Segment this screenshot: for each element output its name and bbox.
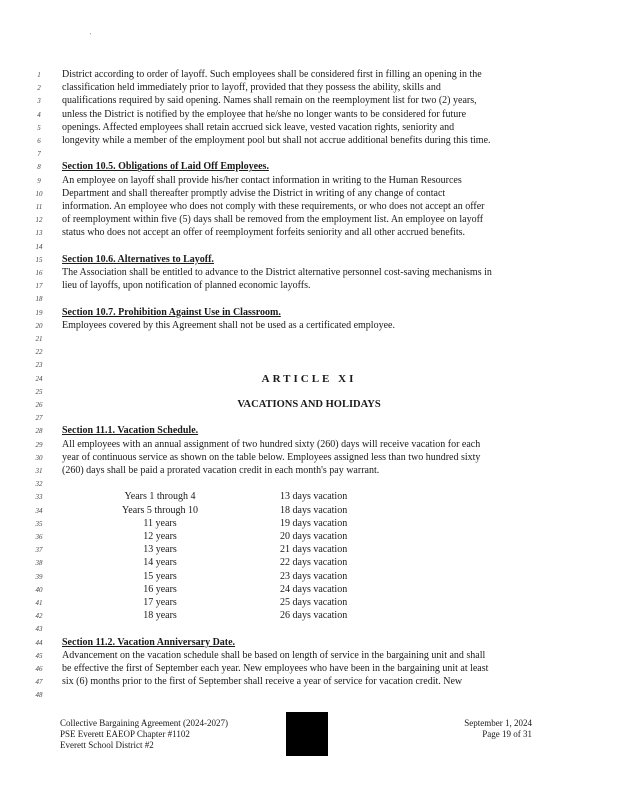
line-number: 33 [35, 493, 43, 502]
document-line [0, 504, 618, 518]
document-line [0, 174, 618, 188]
vacation-days: 23 days vacation [280, 570, 348, 582]
document-line [0, 240, 618, 254]
document-line [0, 451, 618, 465]
footer-left [60, 718, 228, 751]
vacation-days: 18 days vacation [280, 504, 348, 516]
body-text: Employees covered by this Agreement shall not be used as a certificated employee. [62, 319, 395, 331]
body-text: classification held immediately prior to layoff, provided that they possess the ability, skills and [62, 82, 441, 94]
line-number: 3 [37, 97, 41, 106]
document-line [0, 121, 618, 135]
document-line [0, 464, 618, 478]
line-number: 39 [35, 572, 43, 581]
document-line [0, 358, 618, 372]
document-line [0, 81, 618, 95]
body-text: unless the District is notified by the employee that he/she no longer wants to be considered for future [62, 108, 467, 120]
body-text: All employees with an annual assignment of two hundred sixty (260) days will receive vacation for each [62, 438, 481, 450]
body-text: six (6) months prior to the first of September shall receive a year of service for vacation credit. New [62, 676, 463, 688]
line-number: 21 [35, 335, 43, 343]
document-line [0, 490, 618, 504]
line-number: 26 [35, 401, 43, 409]
document-line [0, 688, 618, 702]
line-number: 12 [35, 216, 43, 225]
document-line [0, 583, 618, 597]
document-line [0, 596, 618, 610]
body-text: qualifications required by said opening. Names shall remain on the reemployment list for two (2) years, [62, 95, 477, 107]
document-line [0, 345, 618, 359]
footer-chapter: PSE Everett EAEOP Chapter #1102 [60, 729, 190, 739]
footer-date: September 1, 2024 [464, 718, 532, 728]
document-line [0, 398, 618, 412]
footer-right [464, 718, 532, 740]
document-line [0, 477, 618, 491]
vacation-days: 26 days vacation [280, 610, 348, 622]
document-line [0, 517, 618, 531]
vacation-years: 16 years [143, 583, 177, 595]
document-line [0, 609, 618, 623]
line-number: 16 [35, 269, 43, 277]
line-number: 32 [35, 480, 43, 489]
line-number: 4 [37, 110, 41, 119]
line-number: 20 [35, 321, 43, 330]
line-number: 30 [35, 453, 43, 462]
document-line [0, 372, 618, 386]
line-number: 25 [35, 387, 43, 396]
document-line [0, 385, 618, 399]
document-line [0, 147, 618, 161]
document-line [0, 649, 618, 663]
body-text: information. An employee who does not comply with these requirements, or who does not accept an offer [62, 201, 485, 212]
vacation-years: Years 5 through 10 [122, 504, 198, 516]
line-number: 11 [35, 203, 43, 211]
body-text: Advancement on the vacation schedule shall be based on length of service in the bargaining unit and shall [62, 649, 486, 661]
body-text: An employee on layoff shall provide his/her contact information in writing to the Human Resources [62, 174, 462, 186]
line-number: 35 [35, 519, 43, 528]
document-line [0, 662, 618, 676]
line-number: 29 [35, 440, 43, 449]
vacation-years: 14 years [143, 557, 177, 569]
line-number: 13 [35, 229, 43, 238]
line-number: 48 [35, 691, 43, 700]
line-number: 17 [35, 282, 43, 291]
line-number: 15 [35, 255, 43, 264]
document-line [0, 266, 618, 280]
vacation-years: 11 years [143, 517, 177, 529]
body-text: District according to order of layoff. Such employees shall be considered first in filling an opening in the [62, 69, 482, 80]
body-text: longevity while a member of the employment pool but shall not accrue additional benefits during this time. [62, 135, 491, 146]
line-number: 7 [37, 150, 41, 159]
document-line [0, 200, 618, 214]
body-text: lieu of layoffs, upon notification of planned economic layoffs. [62, 280, 311, 292]
line-number: 46 [35, 665, 43, 673]
line-number: 45 [35, 651, 43, 660]
line-number: 34 [35, 506, 43, 515]
line-number: 1 [37, 71, 41, 79]
vacation-years: 17 years [143, 597, 177, 608]
section-heading: Section 10.5. Obligations of Laid Off Employees. [62, 161, 269, 173]
line-number: 40 [35, 585, 43, 594]
line-number: 18 [35, 295, 43, 304]
line-number: 19 [35, 308, 43, 317]
section-heading: Section 10.7. Prohibition Against Use in Classroom. [62, 306, 281, 318]
document-line [0, 438, 618, 452]
scan-mark: ' [90, 33, 92, 39]
document-line [0, 636, 618, 650]
line-number: 5 [37, 123, 41, 132]
line-number: 43 [35, 625, 43, 634]
body-text: of reemployment within five (5) days shall be removed from the employment list. An employee on layoff [62, 214, 484, 226]
document-line [0, 543, 618, 557]
line-number: 31 [35, 467, 43, 475]
line-number: 2 [37, 84, 41, 93]
line-number: 22 [35, 348, 43, 357]
document-line [0, 187, 618, 201]
footer-page-number: Page 19 of 31 [482, 729, 532, 739]
vacation-days: 21 days vacation [280, 544, 348, 556]
line-number: 9 [37, 176, 41, 185]
line-number: 47 [35, 678, 43, 687]
document-line [0, 319, 618, 333]
body-text: Department and shall thereafter promptly advise the District in writing of any change of contact [62, 187, 446, 199]
line-number: 27 [35, 414, 43, 423]
line-number: 44 [35, 638, 43, 647]
line-number: 6 [37, 137, 41, 145]
vacation-days: 22 days vacation [280, 557, 348, 569]
line-number: 38 [35, 559, 43, 568]
line-number: 37 [35, 546, 43, 555]
document-line [0, 213, 618, 227]
line-number: 23 [35, 361, 43, 370]
vacation-years: 15 years [143, 570, 177, 582]
document-line [0, 556, 618, 570]
document-line [0, 306, 618, 320]
vacation-days: 25 days vacation [280, 597, 348, 608]
document-line [0, 530, 618, 544]
document-line [0, 622, 618, 636]
document-line [0, 253, 618, 267]
body-text: The Association shall be entitled to advance to the District alternative personnel cost-saving mechanisms in [62, 267, 492, 278]
vacation-days: 13 days vacation [280, 491, 348, 503]
document-line [0, 279, 618, 293]
document-line [0, 160, 618, 174]
line-number: 36 [35, 533, 43, 541]
line-number: 28 [35, 427, 43, 436]
document-line [0, 134, 618, 148]
vacation-days: 20 days vacation [280, 531, 348, 542]
body-text: status who does not accept an offer of reemployment forfeits seniority and all other accrued benefits. [62, 227, 466, 239]
footer-district: Everett School District #2 [60, 740, 154, 750]
body-text: be effective the first of September each year. New employees who have been in the bargaining unit at least [62, 663, 489, 674]
body-text: year of continuous service as shown on the table below. Employees assigned less than two hundred sixty [62, 451, 481, 463]
document-line [0, 94, 618, 108]
document-line [0, 332, 618, 346]
body-text: openings. Affected employees shall retain accrued sick leave, vested vacation rights, seniority and [62, 121, 455, 133]
article-title: VACATIONS AND HOLIDAYS [237, 399, 381, 410]
document-line [0, 108, 618, 122]
document-line [0, 411, 618, 425]
vacation-days: 24 days vacation [280, 583, 348, 595]
article-heading: ARTICLE XI [261, 372, 357, 385]
section-heading: Section 10.6. Alternatives to Layoff. [62, 253, 214, 265]
vacation-years: 12 years [143, 531, 177, 542]
section-heading: Section 11.2. Vacation Anniversary Date. [62, 636, 236, 648]
vacation-days: 19 days vacation [280, 517, 348, 529]
line-number: 42 [35, 612, 43, 621]
footer-agreement-title: Collective Bargaining Agreement (2024-2027) [60, 718, 229, 728]
section-heading: Section 11.1. Vacation Schedule. [62, 425, 199, 437]
document-line [0, 570, 618, 584]
line-number: 14 [35, 242, 43, 251]
line-number: 10 [35, 189, 43, 198]
redaction-box [286, 712, 328, 756]
vacation-years: 18 years [143, 610, 177, 622]
document-line [0, 292, 618, 306]
vacation-years: 13 years [143, 544, 177, 556]
line-number: 24 [35, 374, 43, 383]
document-line [0, 424, 618, 438]
document-line [0, 675, 618, 689]
line-number: 41 [35, 599, 43, 607]
document-line [0, 226, 618, 240]
body-text: (260) days shall be paid a prorated vacation credit in each month's pay warrant. [62, 465, 380, 476]
vacation-years: Years 1 through 4 [124, 491, 196, 503]
line-number: 8 [37, 163, 41, 172]
document-line [0, 68, 618, 82]
